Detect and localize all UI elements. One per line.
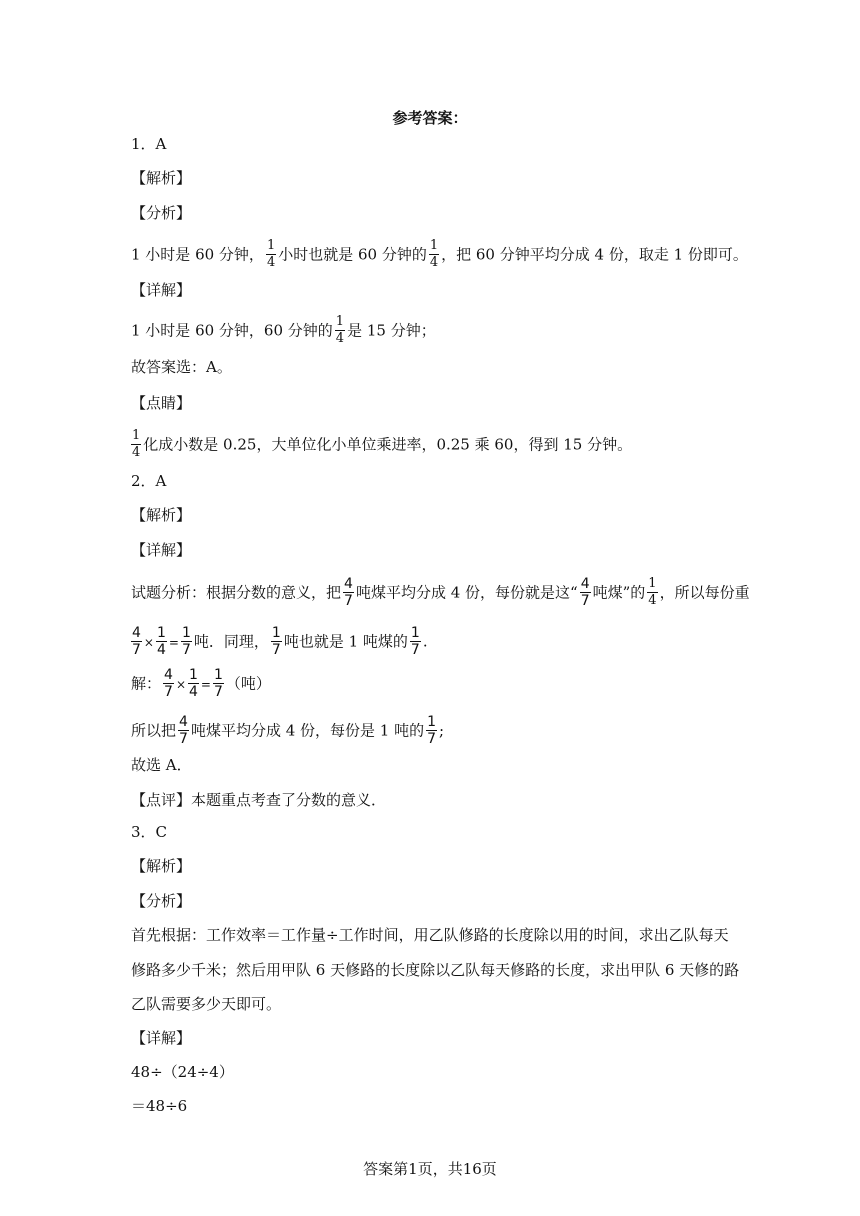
fraction-four-sevenths: $\frac{4}{7}$	[179, 714, 188, 747]
q3-fenxi-p2: 修路多少千米；然后用甲队 6 天修路的长度除以乙队每天修路的长度，求出甲队 6 天修的路	[131, 961, 740, 979]
fraction-one-quarter: $\frac{1}{4}$	[648, 576, 657, 608]
fraction-one-seventh: $\frac{1}{7}$	[410, 625, 420, 658]
fraction-one-seventh: $\frac{1}{7}$	[213, 667, 223, 700]
q3-calc2: ＝48÷6	[131, 1097, 188, 1115]
q1-dianjing: 【点睛】	[131, 394, 192, 412]
q3-fenxi-p1: 首先根据：工作效率＝工作量÷工作时间，用乙队修路的长度除以用的时间，求出乙队每天	[131, 926, 729, 944]
fraction-one-quarter: $\frac{1}{4}$	[429, 238, 439, 270]
q1-number: 1．A	[131, 135, 167, 153]
q2-xiangjie: 【详解】	[131, 541, 192, 559]
q1-answer: 故答案选：A。	[131, 358, 232, 376]
page-title: 参考答案：	[392, 109, 468, 127]
q2-dianping: 【点评】本题重点考查了分数的意义．	[131, 791, 387, 809]
q2-conclusion: 所以把 $\frac{4}{7}$ 吨煤平均分成 4 份，每份是 1 吨的 $\frac{1}{7}$ ;	[131, 714, 445, 747]
q1-jiexi: 【解析】	[131, 169, 192, 187]
q1-fenxi: 【分析】	[131, 204, 192, 222]
q3-number: 3．C	[131, 823, 168, 841]
q3-fenxi: 【分析】	[131, 892, 192, 910]
fraction-one-quarter: $\frac{1}{4}$	[266, 238, 276, 270]
fraction-four-sevenths: $\frac{4}{7}$	[164, 667, 173, 700]
q3-xiangjie: 【详解】	[131, 1029, 192, 1047]
fraction-four-sevenths: $\frac{4}{7}$	[344, 576, 353, 609]
q1-dianjing-text: $\frac{1}{4}$ 化成小数是 0.25，大单位化小单位乘进率，0.25 乘 60，得到 15 分钟。	[132, 428, 633, 460]
q2-analysis-line2: $\frac{4}{7}$ × $\frac{1}{4}$ = $\frac{1}{7}$ 吨．同理， $\frac{1}{7}$ 吨也就是 1 吨煤的 $\frac{1}{7}$ .	[132, 625, 428, 658]
q2-number: 2．A	[131, 472, 167, 490]
q1-xiangjie: 【详解】	[131, 281, 192, 299]
q2-solution: 解： $\frac{4}{7}$ × $\frac{1}{4}$ = $\frac{1}{7}$ （吨）	[131, 667, 271, 700]
fraction-one-seventh: $\frac{1}{7}$	[181, 625, 191, 658]
q2-jiexi: 【解析】	[131, 506, 192, 524]
q1-detail-text: 1 小时是 60 分钟，60 分钟的 $\frac{1}{4}$ 是 15 分钟；	[131, 314, 436, 346]
fraction-one-quarter: $\frac{1}{4}$	[156, 625, 166, 658]
fraction-one-quarter: $\frac{1}{4}$	[189, 667, 198, 700]
q2-answer: 故选 A．	[131, 756, 192, 774]
q3-jiexi: 【解析】	[131, 857, 192, 875]
page-footer: 答案第1页，共16页	[363, 1160, 497, 1178]
fraction-four-sevenths: $\frac{4}{7}$	[580, 576, 590, 609]
q1-fenxi-text: 1 小时是 60 分钟， $\frac{1}{4}$ 小时也就是 60 分钟的 $\frac{1}{4}$ ，把 60 分钟平均分成 4 份，取走 1 份即可。	[131, 238, 748, 270]
q3-fenxi-p3: 乙队需要多少天即可。	[131, 995, 282, 1013]
fraction-one-seventh: $\frac{1}{7}$	[427, 714, 437, 747]
fraction-four-sevenths: $\frac{4}{7}$	[132, 625, 141, 658]
fraction-one-quarter: $\frac{1}{4}$	[132, 428, 141, 460]
fraction-one-quarter: $\frac{1}{4}$	[335, 314, 345, 346]
q3-calc1: 48÷（24÷4）	[131, 1063, 234, 1081]
q2-analysis-line1: 试题分析：根据分数的意义，把 $\frac{4}{7}$ 吨煤平均分成 4 份，每份就是这“ $\frac{4}{7}$ 吨煤”的 $\frac{1}{4}$ ，所以每份重	[131, 576, 750, 609]
fraction-one-seventh: $\frac{1}{7}$	[271, 625, 281, 658]
